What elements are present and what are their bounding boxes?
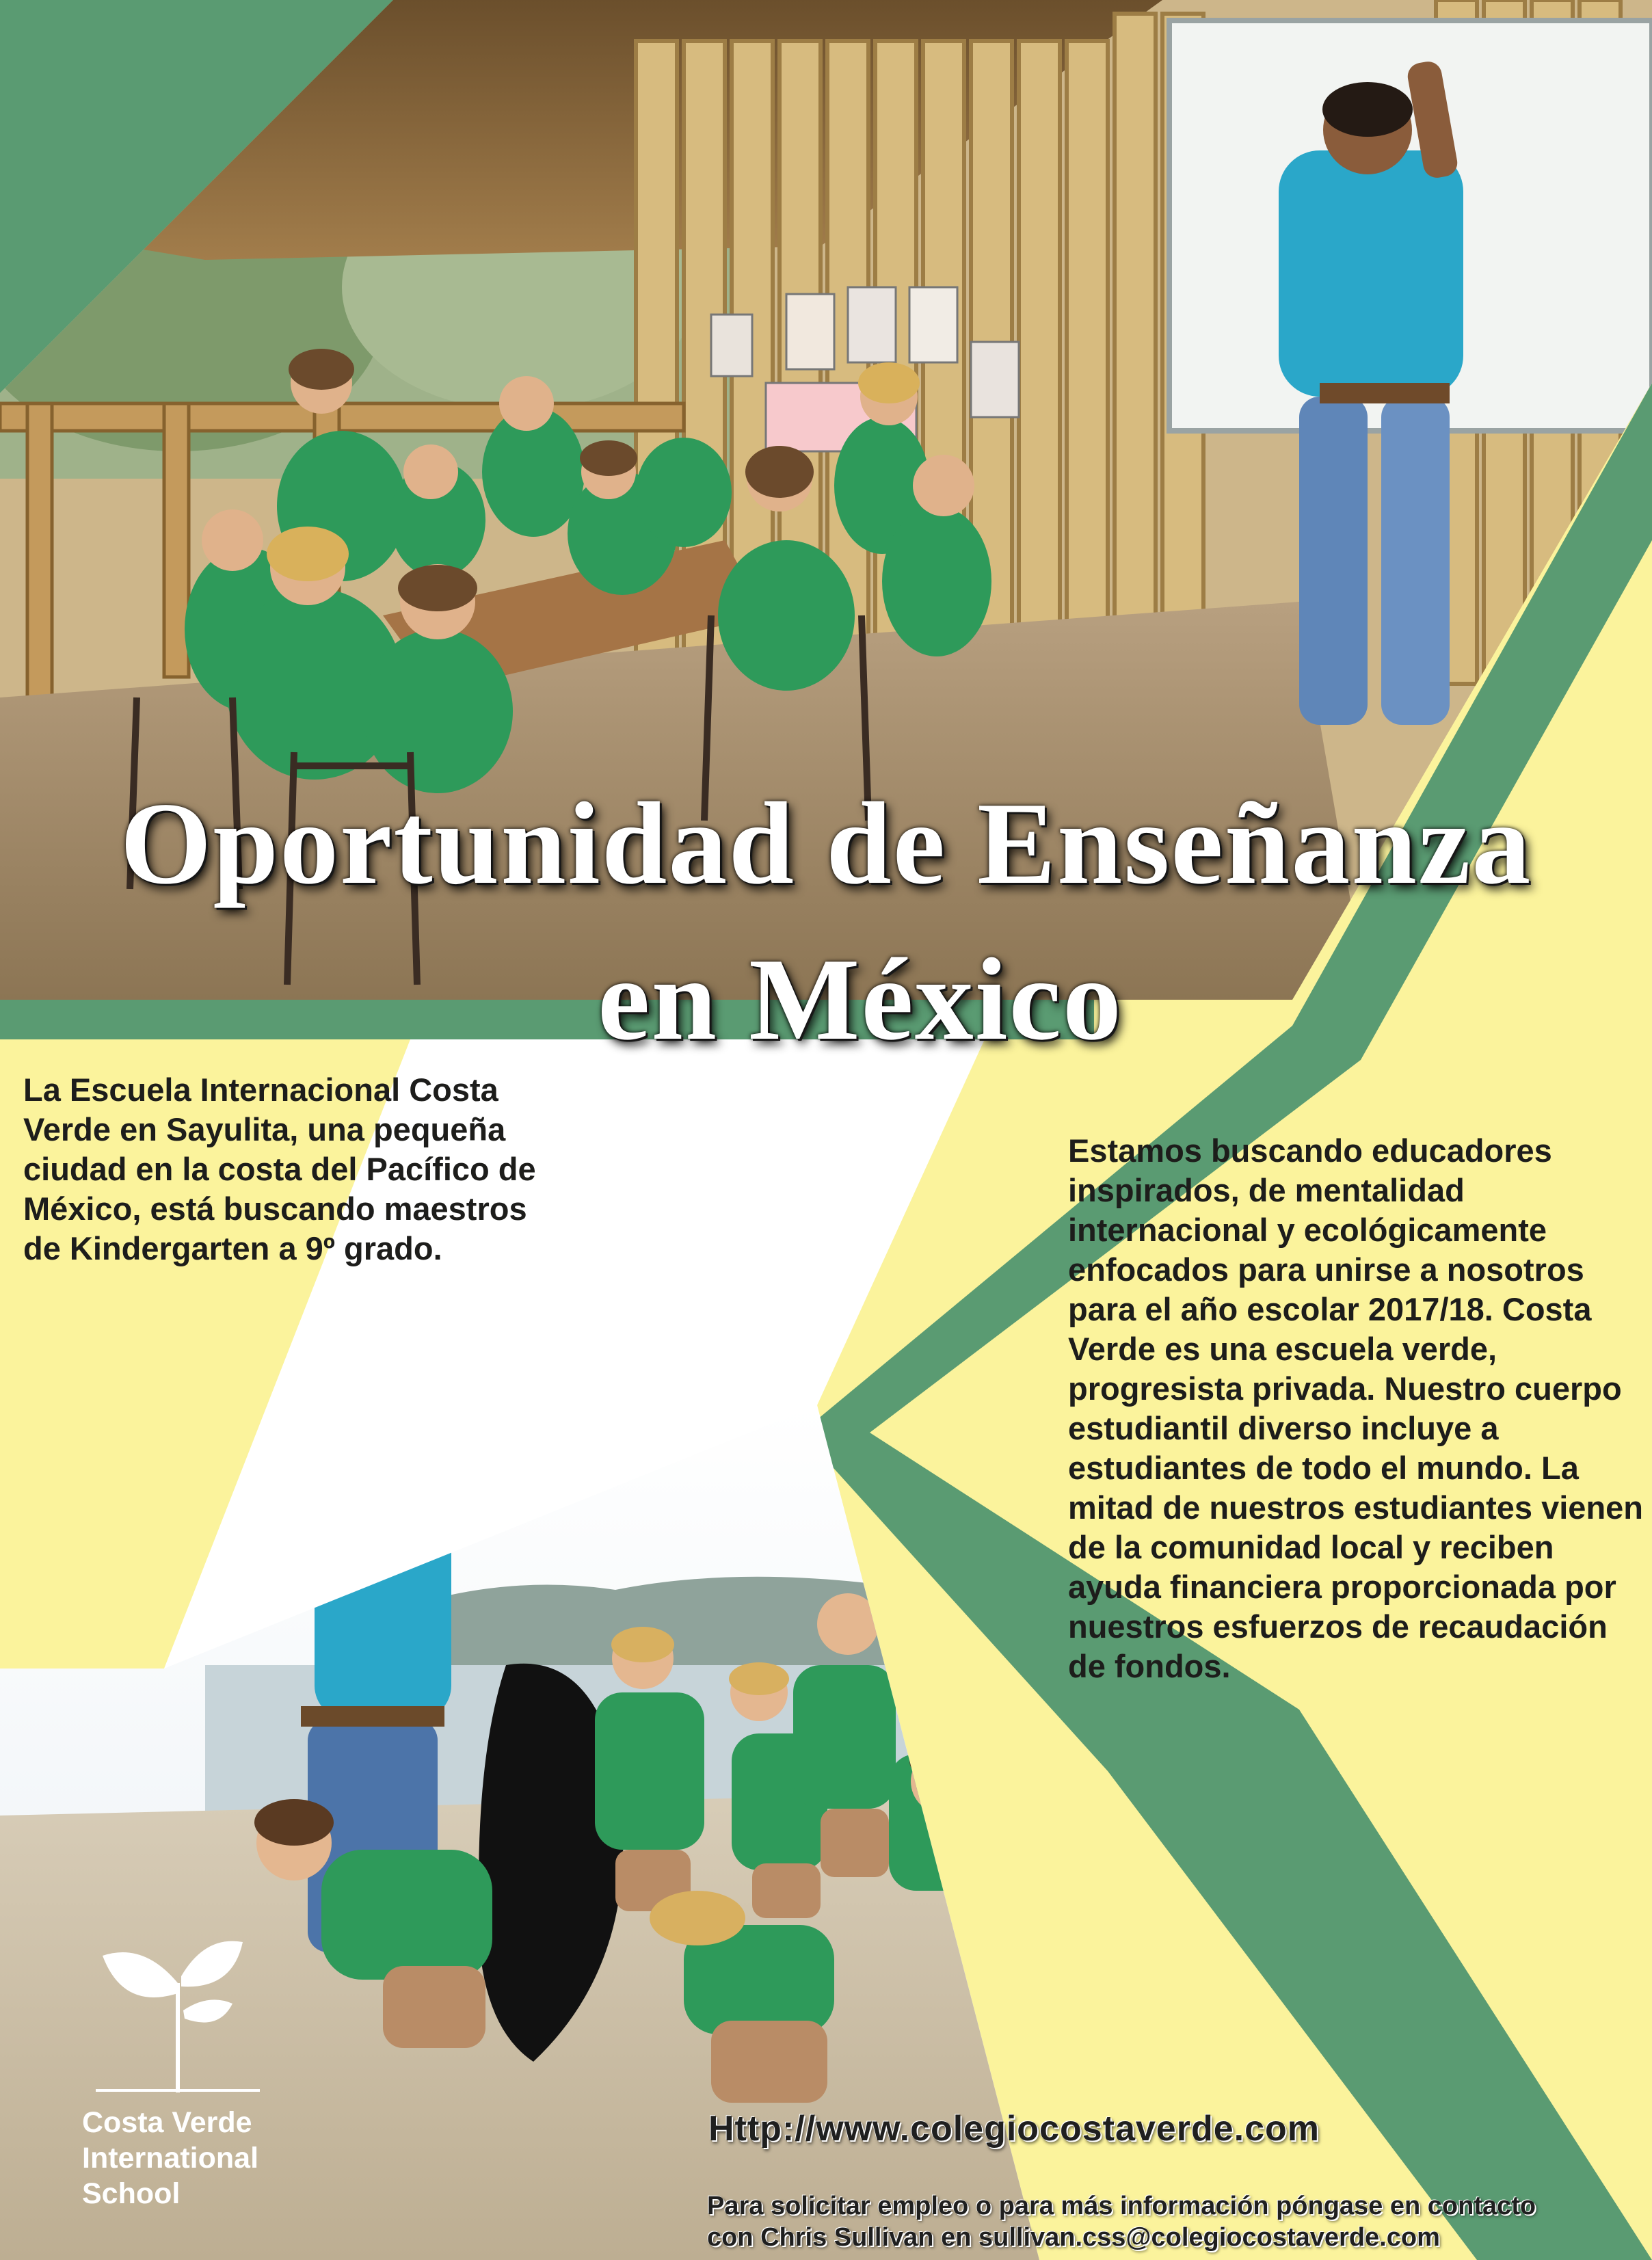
contact-line-1: Para solicitar empleo o para más información póngase en contacto [707, 2192, 1536, 2220]
school-name-line-2: International [82, 2142, 259, 2175]
website-link[interactable]: Http://www.colegiocostaverde.com [708, 2109, 1320, 2149]
contact-line-2: con Chris Sullivan en sullivan.css@colegiocostaverde.com [707, 2223, 1440, 2252]
description-paragraph: Estamos buscando educadores inspirados, de mentalidad internacional y ecológicamente enfocados para unirse a nosotros para el año escolar 2017/18. Costa Verde es una escuela verde, progresista privada. Nuestro cuerpo estudiantil diverso incluye a estudiantes de todo el mundo. La mitad de nuestros estudiantes vienen de la comunidad local y reciben ayuda financiera proporcionada por nuestros esfuerzos de recaudación de fondos. [1068, 1132, 1643, 1684]
title-line-1: Oportunidad de Enseñanza [120, 779, 1532, 909]
school-name-line-1: Costa Verde [82, 2106, 252, 2139]
contact-info [707, 2190, 1644, 2253]
sprout-logo-icon [96, 1928, 260, 2092]
page-title [0, 766, 1652, 1078]
school-name-line-3: School [82, 2177, 181, 2210]
intro-paragraph: La Escuela Internacional Costa Verde en Sayulita, una pequeña ciudad en la costa del Pacífico de México, está buscando maestros de Kindergarten a 9º grado. [23, 1072, 536, 1266]
school-name [82, 2105, 328, 2211]
title-line-2: en México [598, 935, 1123, 1065]
